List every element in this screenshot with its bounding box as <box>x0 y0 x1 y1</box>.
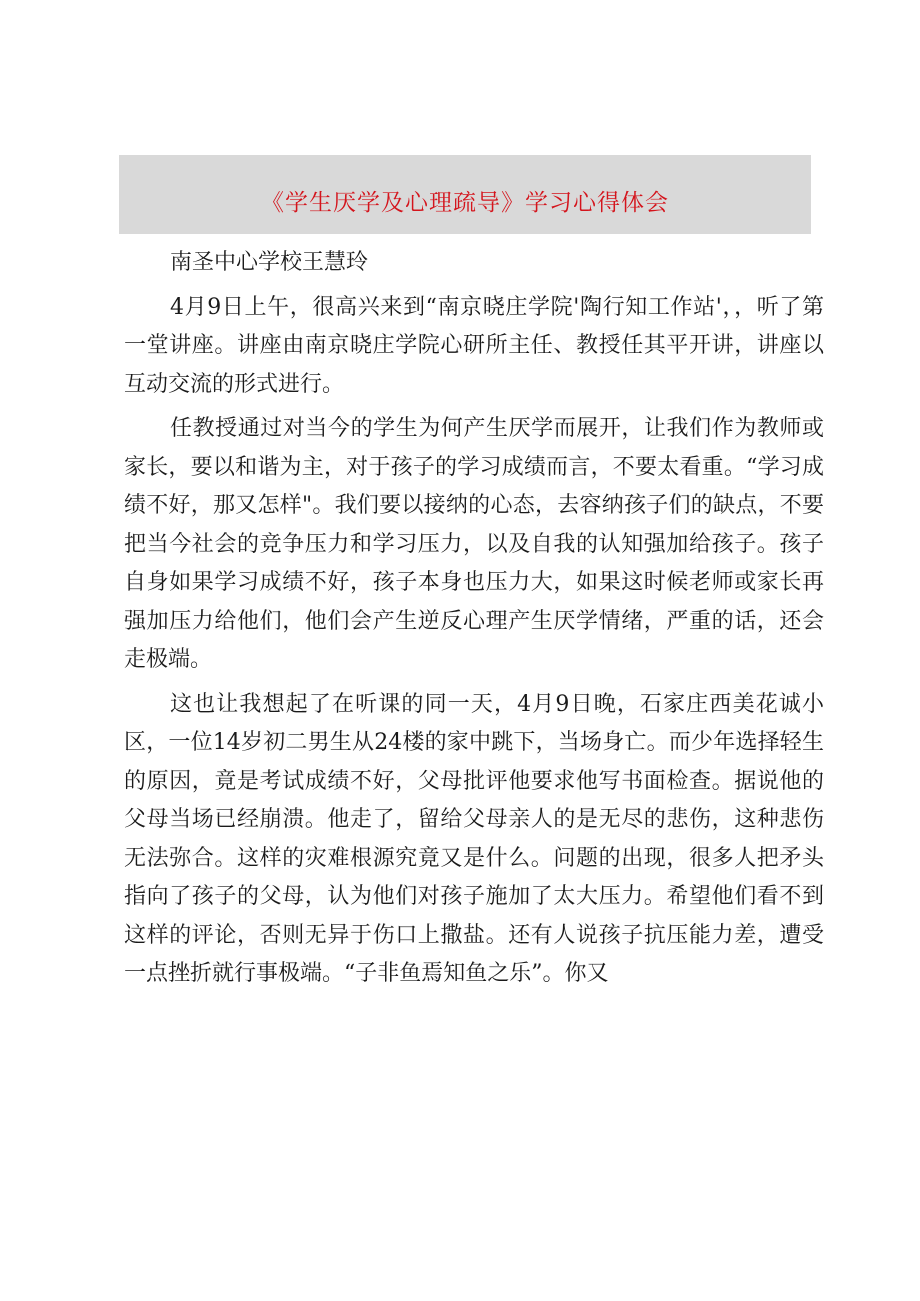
document-title: 《学生厌学及心理疏导》学习心得体会 <box>261 190 669 216</box>
document-body <box>124 244 824 1000</box>
author-line: 南圣中心学校王慧玲 <box>170 250 369 275</box>
paragraph: 4月9日上午，很高兴来到“南京晓庄学院'陶行知工作站'，，听了第一堂讲座。讲座由南京晓庄学院心研所主任、教授任其平开讲，讲座以互动交流的形式进行。 <box>124 294 824 397</box>
paragraph: 任教授通过对当今的学生为何产生厌学而展开，让我们作为教师或家长，要以和谐为主，对于孩子的学习成绩而言，不要太看重。“学习成绩不好，那又怎样"。我们要以接纳的心态，去容纳孩子们的缺点，不要把当今社会的竞争压力和学习压力，以及自我的认知强加给孩子。孩子自身如果学习成绩不好，孩子本身也压力大，如果这时候老师或家长再强加压力给他们，他们会产生逆反心理产生厌学情绪，严重的话，还会走极端。 <box>124 416 824 672</box>
title-banner <box>119 155 811 234</box>
paragraph: 这也让我想起了在听课的同一天，4月9日晚，石家庄西美花诚小区，一位14岁初二男生从24楼的家中跳下，当场身亡。而少年选择轻生的原因，竟是考试成绩不好，父母批评他要求他写书面检查。据说他的父母当场已经崩溃。他走了，留给父母亲人的是无尽的悲伤，这种悲伤无法弥合。这样的灾难根源究竟又是什么。问题的出现，很多人把矛头指向了孩子的父母，认为他们对孩子施加了太大压力。希望他们看不到这样的评论，否则无异于伤口上撒盐。还有人说孩子抗压能力差，遭受一点挫折就行事极端。“子非鱼焉知鱼之乐”。你又 <box>124 691 824 986</box>
